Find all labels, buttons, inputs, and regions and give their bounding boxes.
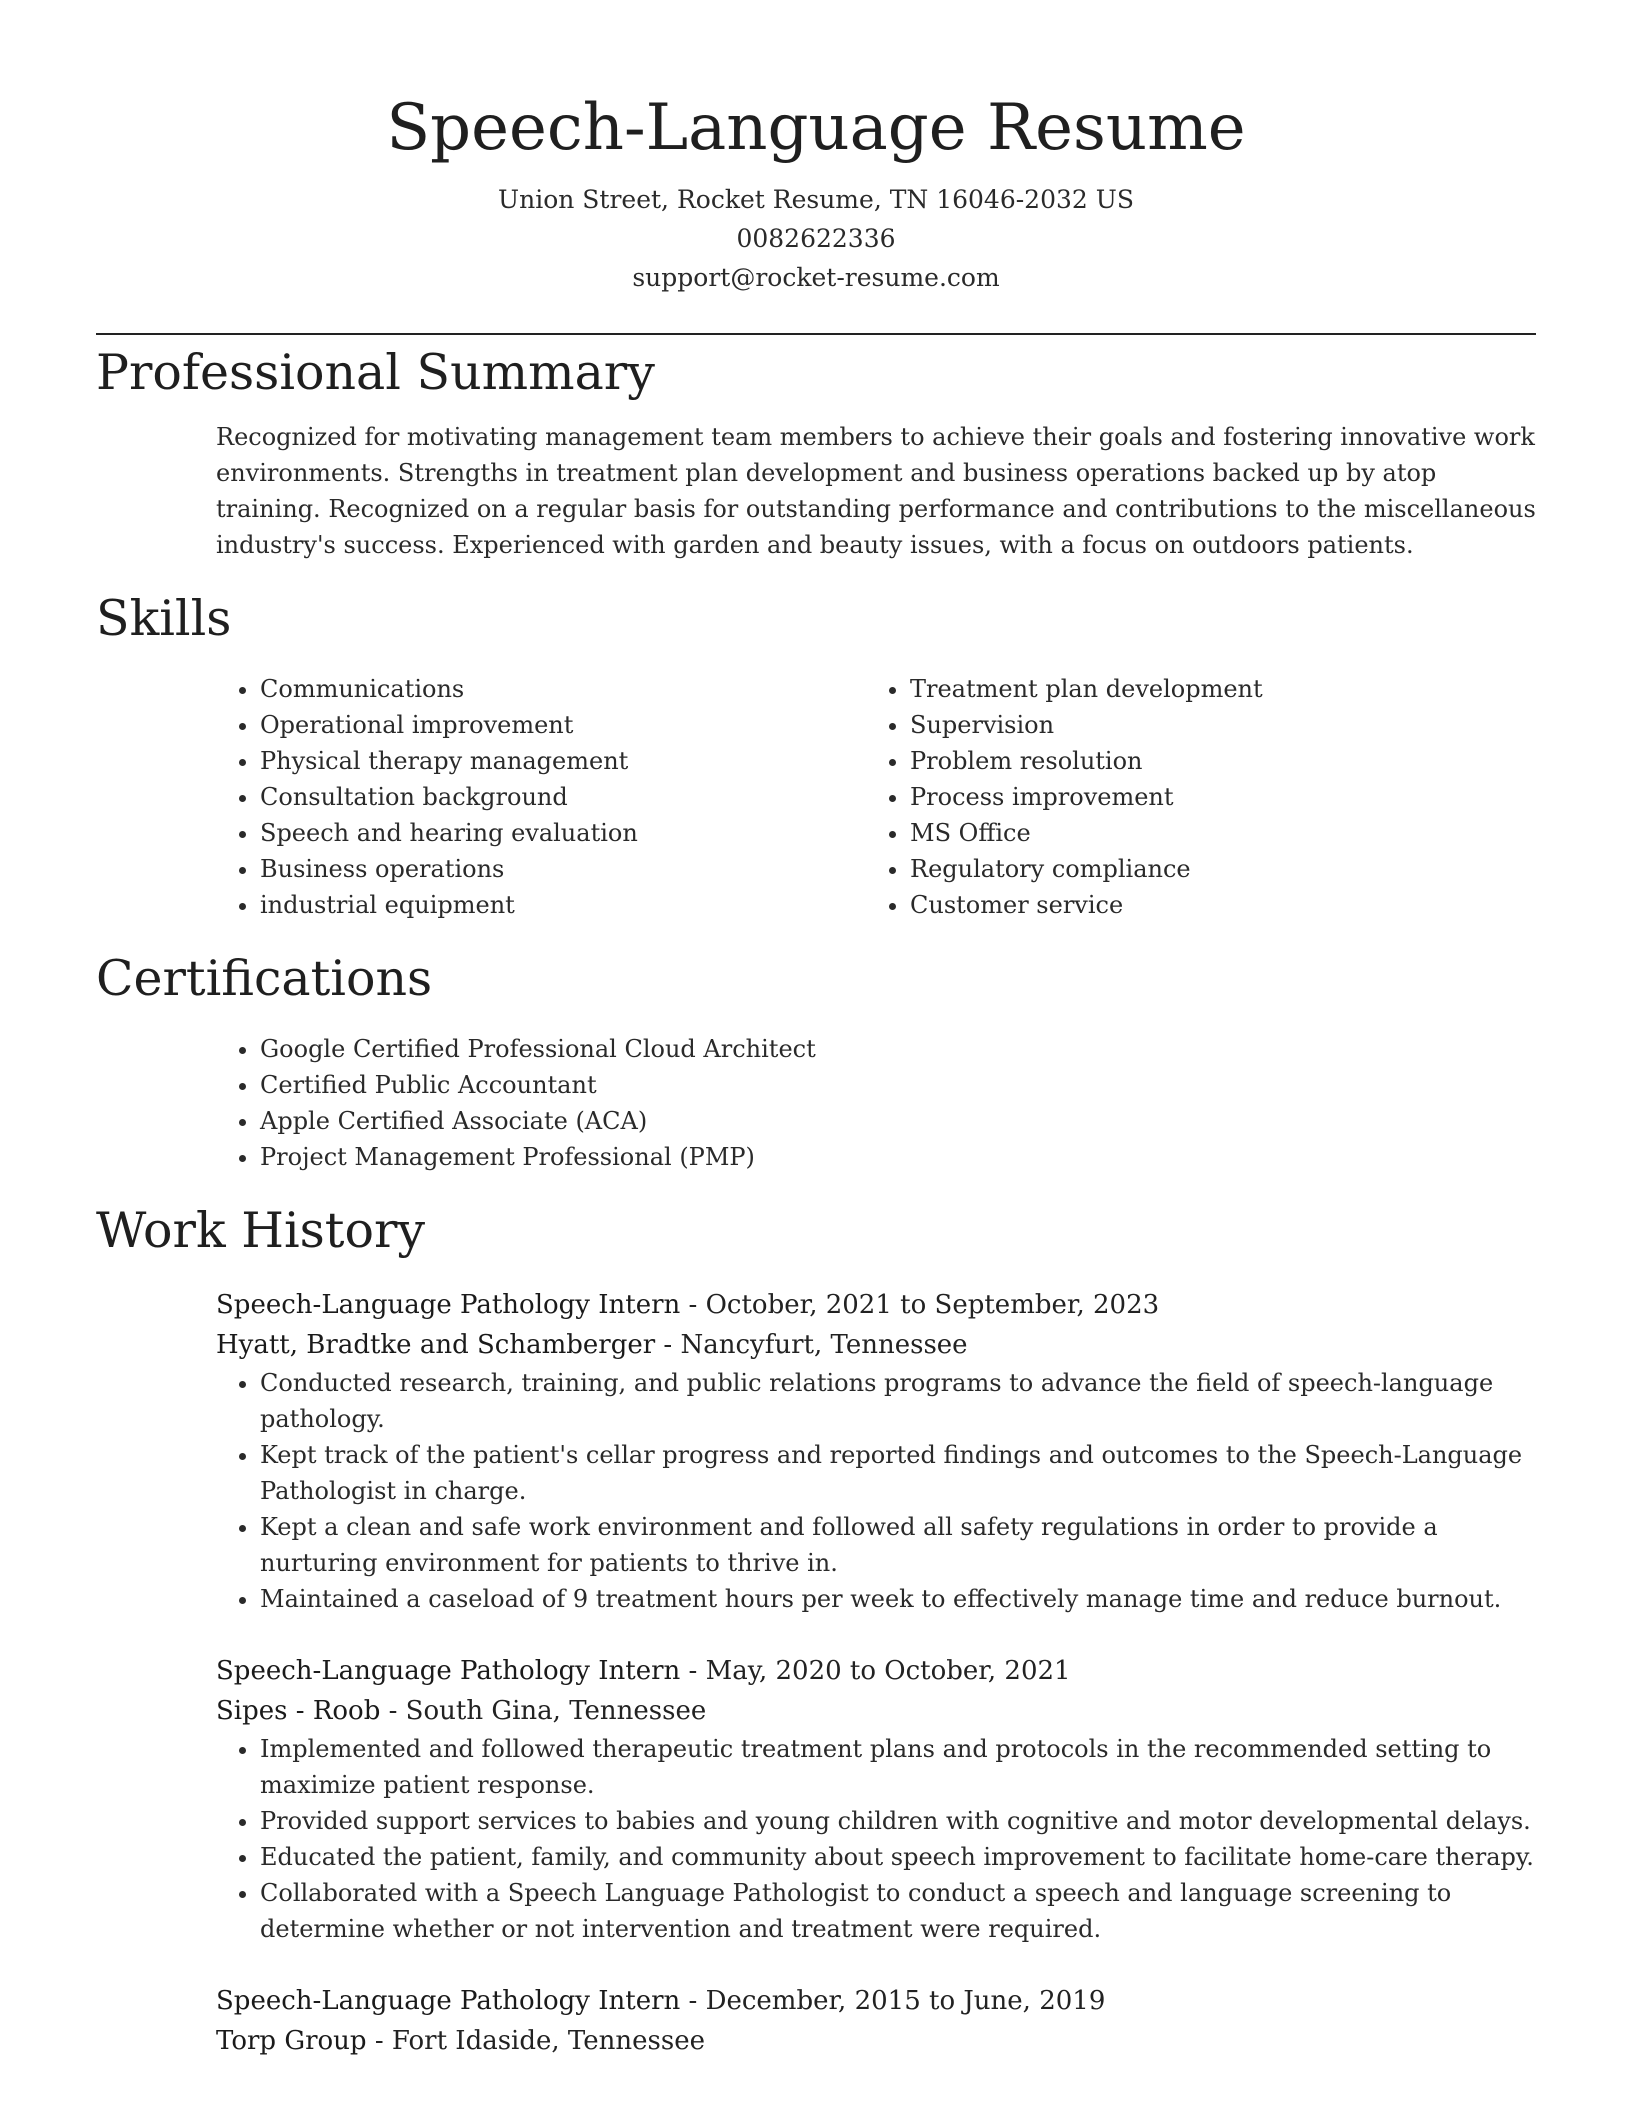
job-separator: - — [680, 1986, 706, 2016]
resume-page — [96, 0, 1536, 2061]
job-location: Nancyfurt, Tennessee — [680, 1330, 968, 1360]
job-duty-item: • Kept a clean and safe work environment and followed all safety regulations in order to provide a nurturing environment for patients to thrive in. — [260, 1509, 1536, 1581]
skill-item: • Operational improvement — [260, 707, 866, 743]
job-location: Fort Idaside, Tennessee — [391, 2026, 705, 2056]
job-role: Speech-Language Pathology Intern — [216, 1986, 681, 2016]
certification-item: • Google Certified Professional Cloud Architect — [260, 1031, 1536, 1067]
certifications-heading: Certifications — [96, 950, 433, 1007]
header-divider — [96, 333, 1536, 335]
summary-text: Recognized for motivating management team members to achieve their goals and fostering innovative work environments. Strengths in treatment plan development and business operations backed up by atop training. Recognized on a regular basis for outstanding performance and contributions to the miscellaneous industry's success. Experienced with garden and beauty issues, with a focus on outdoors patients. — [216, 423, 1536, 559]
summary-heading: Professional Summary — [96, 344, 655, 401]
job-duty-item: • Implemented and followed therapeutic treatment plans and protocols in the recommended setting to maximize patient response. — [260, 1731, 1536, 1803]
job-duties-list — [216, 1731, 1536, 1947]
certification-item: • Project Management Professional (PMP) — [260, 1139, 1536, 1175]
job-company: Hyatt, Bradtke and Schamberger — [216, 1330, 656, 1360]
skills-list-right — [866, 671, 1516, 923]
skills-grid — [96, 671, 1536, 923]
resume-header — [96, 0, 1536, 297]
certifications-list — [216, 1031, 1536, 1175]
contact-block — [96, 180, 1536, 297]
certification-item: • Certified Public Accountant — [260, 1067, 1536, 1103]
job-duty-item: • Collaborated with a Speech Language Pathologist to conduct a speech and language screening to determine whether or not intervention and treatment were required. — [260, 1875, 1536, 1947]
job-separator: - — [655, 1330, 681, 1360]
job-separator: - — [680, 1656, 706, 1686]
job-title-line — [216, 1981, 1536, 2021]
job-entry — [96, 1651, 1536, 1947]
job-company: Sipes - Roob — [216, 1696, 381, 1726]
skill-item: • Communications — [260, 671, 866, 707]
skills-heading: Skills — [96, 590, 232, 647]
certifications-block — [96, 1031, 1536, 1175]
email-text: support@rocket-resume.com — [632, 263, 1000, 292]
skill-item: • Physical therapy management — [260, 743, 866, 779]
certification-item: • Apple Certified Associate (ACA) — [260, 1103, 1536, 1139]
job-separator: - — [380, 1696, 406, 1726]
skills-column-right — [866, 671, 1516, 923]
skills-section — [96, 589, 1536, 923]
skill-item: • Supervision — [910, 707, 1516, 743]
skill-item: • Customer service — [910, 887, 1516, 923]
job-title-line — [216, 1651, 1536, 1691]
job-company-line — [216, 1325, 1536, 1365]
skill-item: • Consultation background — [260, 779, 866, 815]
job-title-line — [216, 1285, 1536, 1325]
job-company: Torp Group — [216, 2026, 367, 2056]
job-company-line — [216, 1691, 1536, 1731]
job-dates: May, 2020 to October, 2021 — [705, 1656, 1071, 1686]
job-role: Speech-Language Pathology Intern — [216, 1656, 681, 1686]
job-role: Speech-Language Pathology Intern — [216, 1290, 681, 1320]
phone-text: 0082622336 — [736, 224, 896, 253]
job-separator: - — [366, 2026, 392, 2056]
job-duty-item: • Educated the patient, family, and community about speech improvement to facilitate home-care therapy. — [260, 1839, 1536, 1875]
job-location: South Gina, Tennessee — [405, 1696, 707, 1726]
skills-list-left — [216, 671, 866, 923]
skill-item: • industrial equipment — [260, 887, 866, 923]
skill-item: • MS Office — [910, 815, 1516, 851]
skill-item: • Speech and hearing evaluation — [260, 815, 866, 851]
skills-column-left — [216, 671, 866, 923]
job-duty-item: • Provided support services to babies and young children with cognitive and motor developmental delays. — [260, 1803, 1536, 1839]
job-company-line — [216, 2021, 1536, 2061]
skill-item: • Problem resolution — [910, 743, 1516, 779]
skill-item: • Process improvement — [910, 779, 1516, 815]
job-duty-item: • Conducted research, training, and public relations programs to advance the field of speech-language pathology. — [260, 1365, 1536, 1437]
skill-item: • Business operations — [260, 851, 866, 887]
skill-item: • Treatment plan development — [910, 671, 1516, 707]
skill-item: • Regulatory compliance — [910, 851, 1516, 887]
job-dates: October, 2021 to September, 2023 — [705, 1290, 1160, 1320]
job-dates: December, 2015 to June, 2019 — [705, 1986, 1106, 2016]
job-entry — [96, 1285, 1536, 1617]
work-history-heading: Work History — [96, 1202, 426, 1259]
work-history-section — [96, 1201, 1536, 2061]
job-duty-item: • Maintained a caseload of 9 treatment hours per week to effectively manage time and reduce burnout. — [260, 1581, 1536, 1617]
summary-section — [96, 343, 1536, 563]
job-entry — [96, 1981, 1536, 2061]
certifications-section — [96, 949, 1536, 1175]
address-text: Union Street, Rocket Resume, TN 16046-2032 US — [498, 185, 1134, 214]
resume-title: Speech-Language Resume — [386, 91, 1246, 165]
job-separator: - — [680, 1290, 706, 1320]
job-duties-list — [216, 1365, 1536, 1617]
job-duty-item: • Kept track of the patient's cellar progress and reported findings and outcomes to the Speech-Language Pathologist in charge. — [260, 1437, 1536, 1509]
